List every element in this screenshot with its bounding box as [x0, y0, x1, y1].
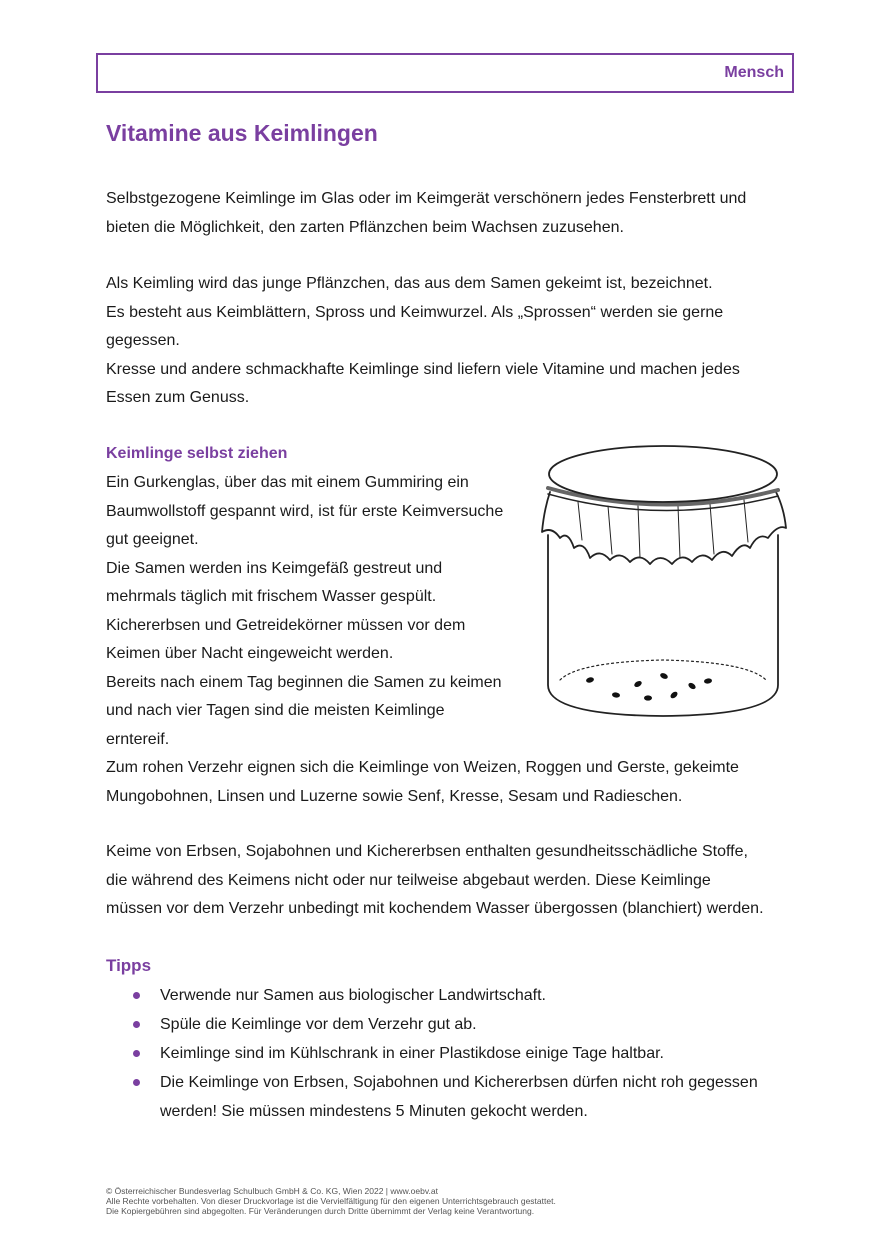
grow-line: Keimen über Nacht eingeweicht werden.: [106, 645, 394, 662]
tips-heading: Tipps: [106, 956, 152, 975]
grow-line: mehrmals täglich mit frischem Wasser gespült.: [106, 588, 437, 605]
tip-item: [106, 981, 786, 1010]
tip-text: Die Keimlinge von Erbsen, Sojabohnen und Kichererbsen dürfen nicht roh gegessen werden! Sie müssen mindestens 5 Minuten gekocht werden.: [160, 1074, 758, 1120]
grow-line: Ein Gurkenglas, über das mit einem Gummiring ein: [106, 474, 469, 491]
tip-text: Keimlinge sind im Kühlschrank in einer Plastikdose einige Tage haltbar.: [160, 1045, 664, 1062]
definition-line: Kresse und andere schmackhafte Keimlinge sind liefern viele Vitamine und machen jedes: [106, 360, 740, 378]
cloth-top: [549, 446, 777, 502]
seeds: [585, 672, 712, 701]
grow-line: Baumwollstoff gespannt wird, ist für erste Keimversuche: [106, 502, 504, 520]
tips-list: [106, 981, 786, 1126]
section-label: Mensch: [724, 64, 784, 81]
header-box: [96, 53, 794, 93]
grow-line: Zum rohen Verzehr eignen sich die Keimlinge von Weizen, Roggen und Gerste, gekeimte: [106, 759, 739, 776]
jar-body: [548, 535, 778, 716]
grow-line: erntereif.: [106, 730, 170, 748]
intro-paragraph: [106, 185, 746, 242]
intro-line: Selbstgezogene Keimlinge im Glas oder im Keimgerät verschönern jedes Fensterbrett und: [106, 190, 747, 207]
bullet-icon: [133, 992, 140, 999]
sprouting-jar-illustration: [538, 440, 788, 720]
warning-line: Keime von Erbsen, Sojabohnen und Kichererbsen enthalten gesundheitsschädliche Stoffe,: [106, 843, 748, 860]
bullet-icon: [133, 1021, 140, 1028]
tip-item: [106, 1039, 786, 1068]
bullet-icon: [133, 1050, 140, 1057]
tip-item: [106, 1068, 786, 1126]
definition-paragraph: [106, 270, 740, 413]
definition-line: Als Keimling wird das junge Pflänzchen, das aus dem Samen gekeimt ist, bezeichnet.: [106, 275, 713, 292]
copyright-footer: [106, 1186, 556, 1216]
footer-line: © Österreichischer Bundesverlag Schulbuch GmbH & Co. KG, Wien 2022 | www.oebv.at: [106, 1186, 438, 1196]
grow-line: Bereits nach einem Tag beginnen die Samen zu keimen: [106, 673, 502, 691]
grow-line: gut geeignet.: [106, 531, 199, 548]
footer-line: Alle Rechte vorbehalten. Von dieser Druckvorlage ist die Vervielfältigung für den eigenen Unterrichtsgebrauch gestattet.: [106, 1196, 556, 1206]
page-title: Vitamine aus Keimlingen: [106, 120, 378, 146]
grow-line: Die Samen werden ins Keimgefäß gestreut und: [106, 559, 443, 577]
warning-line: müssen vor dem Verzehr unbedingt mit kochendem Wasser übergossen (blanchiert) werden.: [106, 900, 764, 917]
footer-line: Die Kopiergebühren sind abgegolten. Für Veränderungen durch Dritte übernimmt der Verlag keine Verantwortung.: [106, 1206, 535, 1216]
intro-line: bieten die Möglichkeit, den zarten Pflänzchen beim Wachsen zuzusehen.: [106, 218, 624, 236]
tip-text: Verwende nur Samen aus biologischer Landwirtschaft.: [160, 987, 546, 1004]
definition-line: Essen zum Genuss.: [106, 389, 250, 406]
tip-text: Spüle die Keimlinge vor dem Verzehr gut ab.: [160, 1016, 477, 1033]
warning-paragraph: [106, 838, 764, 924]
definition-line: gegessen.: [106, 332, 180, 349]
bullet-icon: [133, 1079, 140, 1086]
section-heading-grow: Keimlinge selbst ziehen: [106, 445, 288, 462]
grow-line: und nach vier Tagen sind die meisten Keimlinge: [106, 702, 445, 719]
warning-line: die während des Keimens nicht oder nur teilweise abgebaut werden. Diese Keimlinge: [106, 871, 711, 889]
definition-line: Es besteht aus Keimblättern, Spross und Keimwurzel. Als „Sprossen“ werden sie gerne: [106, 303, 724, 321]
grow-line: Kichererbsen und Getreidekörner müssen vor dem: [106, 616, 466, 634]
tip-item: [106, 1010, 786, 1039]
grow-line: Mungobohnen, Linsen und Luzerne sowie Senf, Kresse, Sesam und Radieschen.: [106, 787, 683, 805]
